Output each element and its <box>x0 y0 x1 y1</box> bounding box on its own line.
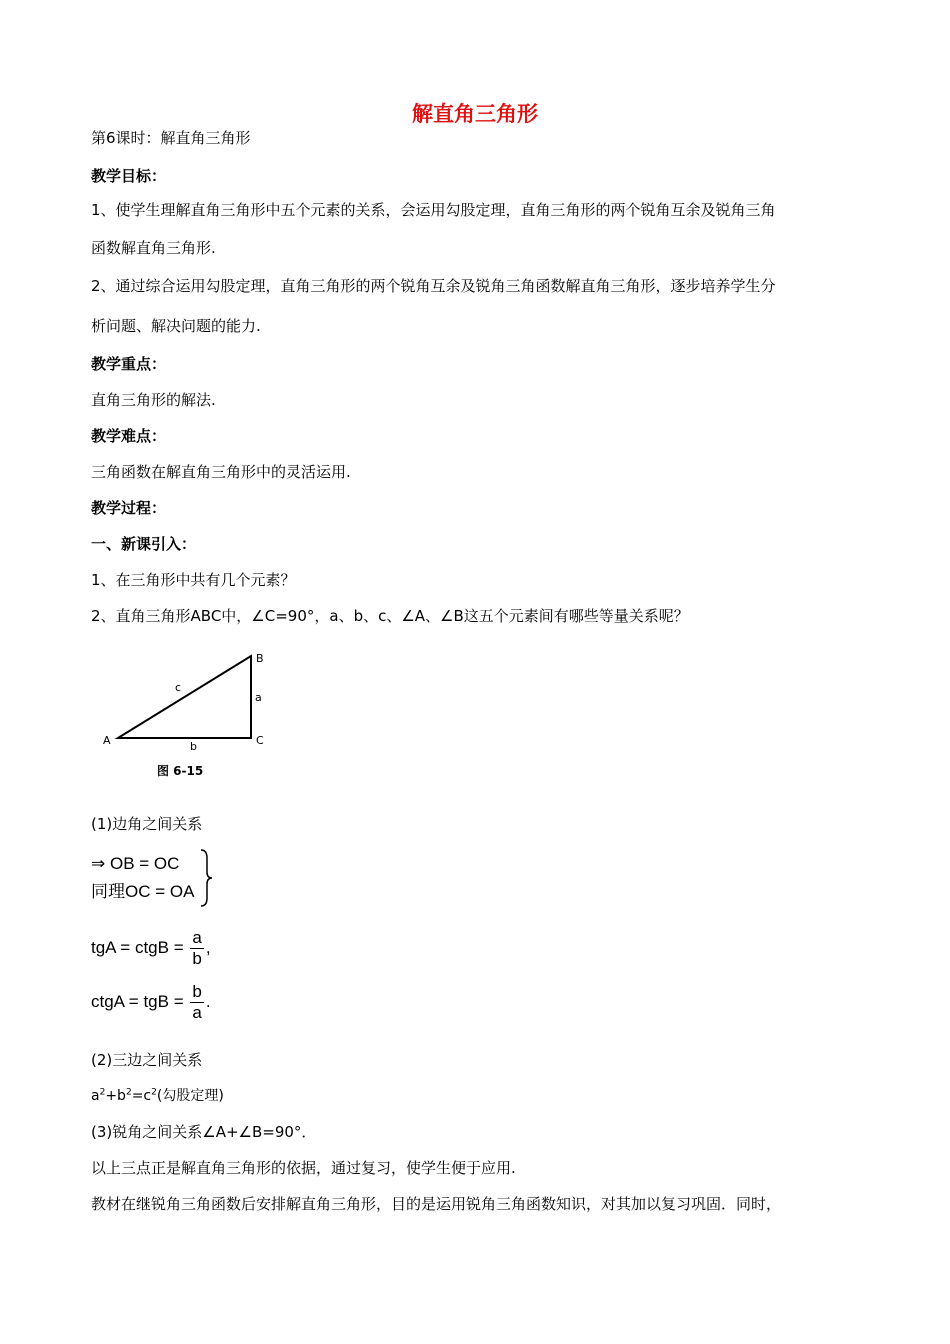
pyth-plus-b: +b <box>105 1088 126 1104</box>
vertex-label-c: C <box>256 734 264 747</box>
lesson-line: 第6课时：解直角三角形 <box>91 129 251 147</box>
pyth-exponent: 2 <box>151 1087 157 1098</box>
goal1-line1: 1、使学生理解直角三角形中五个元素的关系，会运用勾股定理，直角三角形的两个锐角互余及锐角三角 <box>91 201 776 219</box>
side-label-b: b <box>190 740 197 753</box>
equation-tga-end: , <box>205 937 211 957</box>
equation-tga-left: tgA = ctgB = <box>91 937 184 957</box>
goal2-line1: 2、通过综合运用勾股定理，直角三角形的两个锐角互余及锐角三角函数解直角三角形，逐步培养学生分 <box>91 277 776 295</box>
goal1-line2: 函数解直角三角形. <box>91 239 216 257</box>
fraction-denominator: b <box>192 949 202 968</box>
equation-ob-oc: ⇒ OB = OC <box>91 854 180 873</box>
summary-line: 以上三点正是解直角三角形的依据，通过复习，使学生便于应用. <box>91 1159 516 1177</box>
pyth-exponent: 2 <box>125 1087 132 1098</box>
vertex-label-a: A <box>103 734 111 747</box>
relation-3: (3)锐角之间关系∠A+∠B=90°． <box>91 1123 317 1141</box>
difficulty-text: 三角函数在解直角三角形中的灵活运用. <box>91 463 351 481</box>
question-2: 2、直角三角形ABC中，∠C=90°，a、b、c、∠A、∠B这五个元素间有哪些等量关系呢？ <box>91 607 689 625</box>
page-title: 解直角三角形 <box>412 102 538 126</box>
equation-oc-oa: 同理OC = OA <box>91 882 195 901</box>
relation-2-heading: (2)三边之间关系 <box>91 1051 203 1069</box>
side-label-a: a <box>255 691 262 704</box>
vertex-label-b: B <box>256 652 264 665</box>
equation-brace-block <box>91 848 213 908</box>
equation-ctga-left: ctgA = tgB = <box>91 991 184 1011</box>
section1-heading: 一、新课引入： <box>91 535 197 553</box>
pyth-exponent: 2 <box>99 1087 106 1098</box>
process-heading: 教学过程： <box>91 499 167 517</box>
key-text: 直角三角形的解法. <box>91 391 216 409</box>
goal2-line2: 析问题、解决问题的能力. <box>91 317 261 335</box>
fraction-numerator: b <box>192 982 202 1001</box>
figure-caption: 图 6-15 <box>157 764 204 778</box>
fraction-b-over-a <box>190 982 203 1023</box>
last-line: 教材在继锐角三角函数后安排解直角三角形，目的是运用锐角三角函数知识，对其加以复习巩固．同时， <box>91 1195 782 1213</box>
triangle-abc <box>118 656 251 738</box>
pyth-equals-c: =c <box>131 1088 152 1104</box>
goals-heading: 教学目标： <box>91 167 167 185</box>
pyth-a: a <box>91 1088 100 1104</box>
question-1: 1、在三角形中共有几个元素？ <box>91 571 296 589</box>
pythagorean-line <box>91 1086 224 1106</box>
difficulty-heading: 教学难点： <box>91 427 167 445</box>
right-brace-icon <box>199 848 213 908</box>
fraction-a-over-b <box>190 928 203 969</box>
equation-ctga-end: . <box>205 991 211 1011</box>
relation-1-heading: (1)边角之间关系 <box>91 815 203 833</box>
fraction-denominator: a <box>192 1003 202 1022</box>
pyth-note: (勾股定理) <box>156 1088 224 1104</box>
equation-tga <box>91 928 211 969</box>
triangle-figure <box>98 646 278 786</box>
key-heading: 教学重点： <box>91 355 167 373</box>
fraction-numerator: a <box>192 928 202 947</box>
side-label-c: c <box>175 681 182 694</box>
equation-ctga <box>91 982 211 1023</box>
